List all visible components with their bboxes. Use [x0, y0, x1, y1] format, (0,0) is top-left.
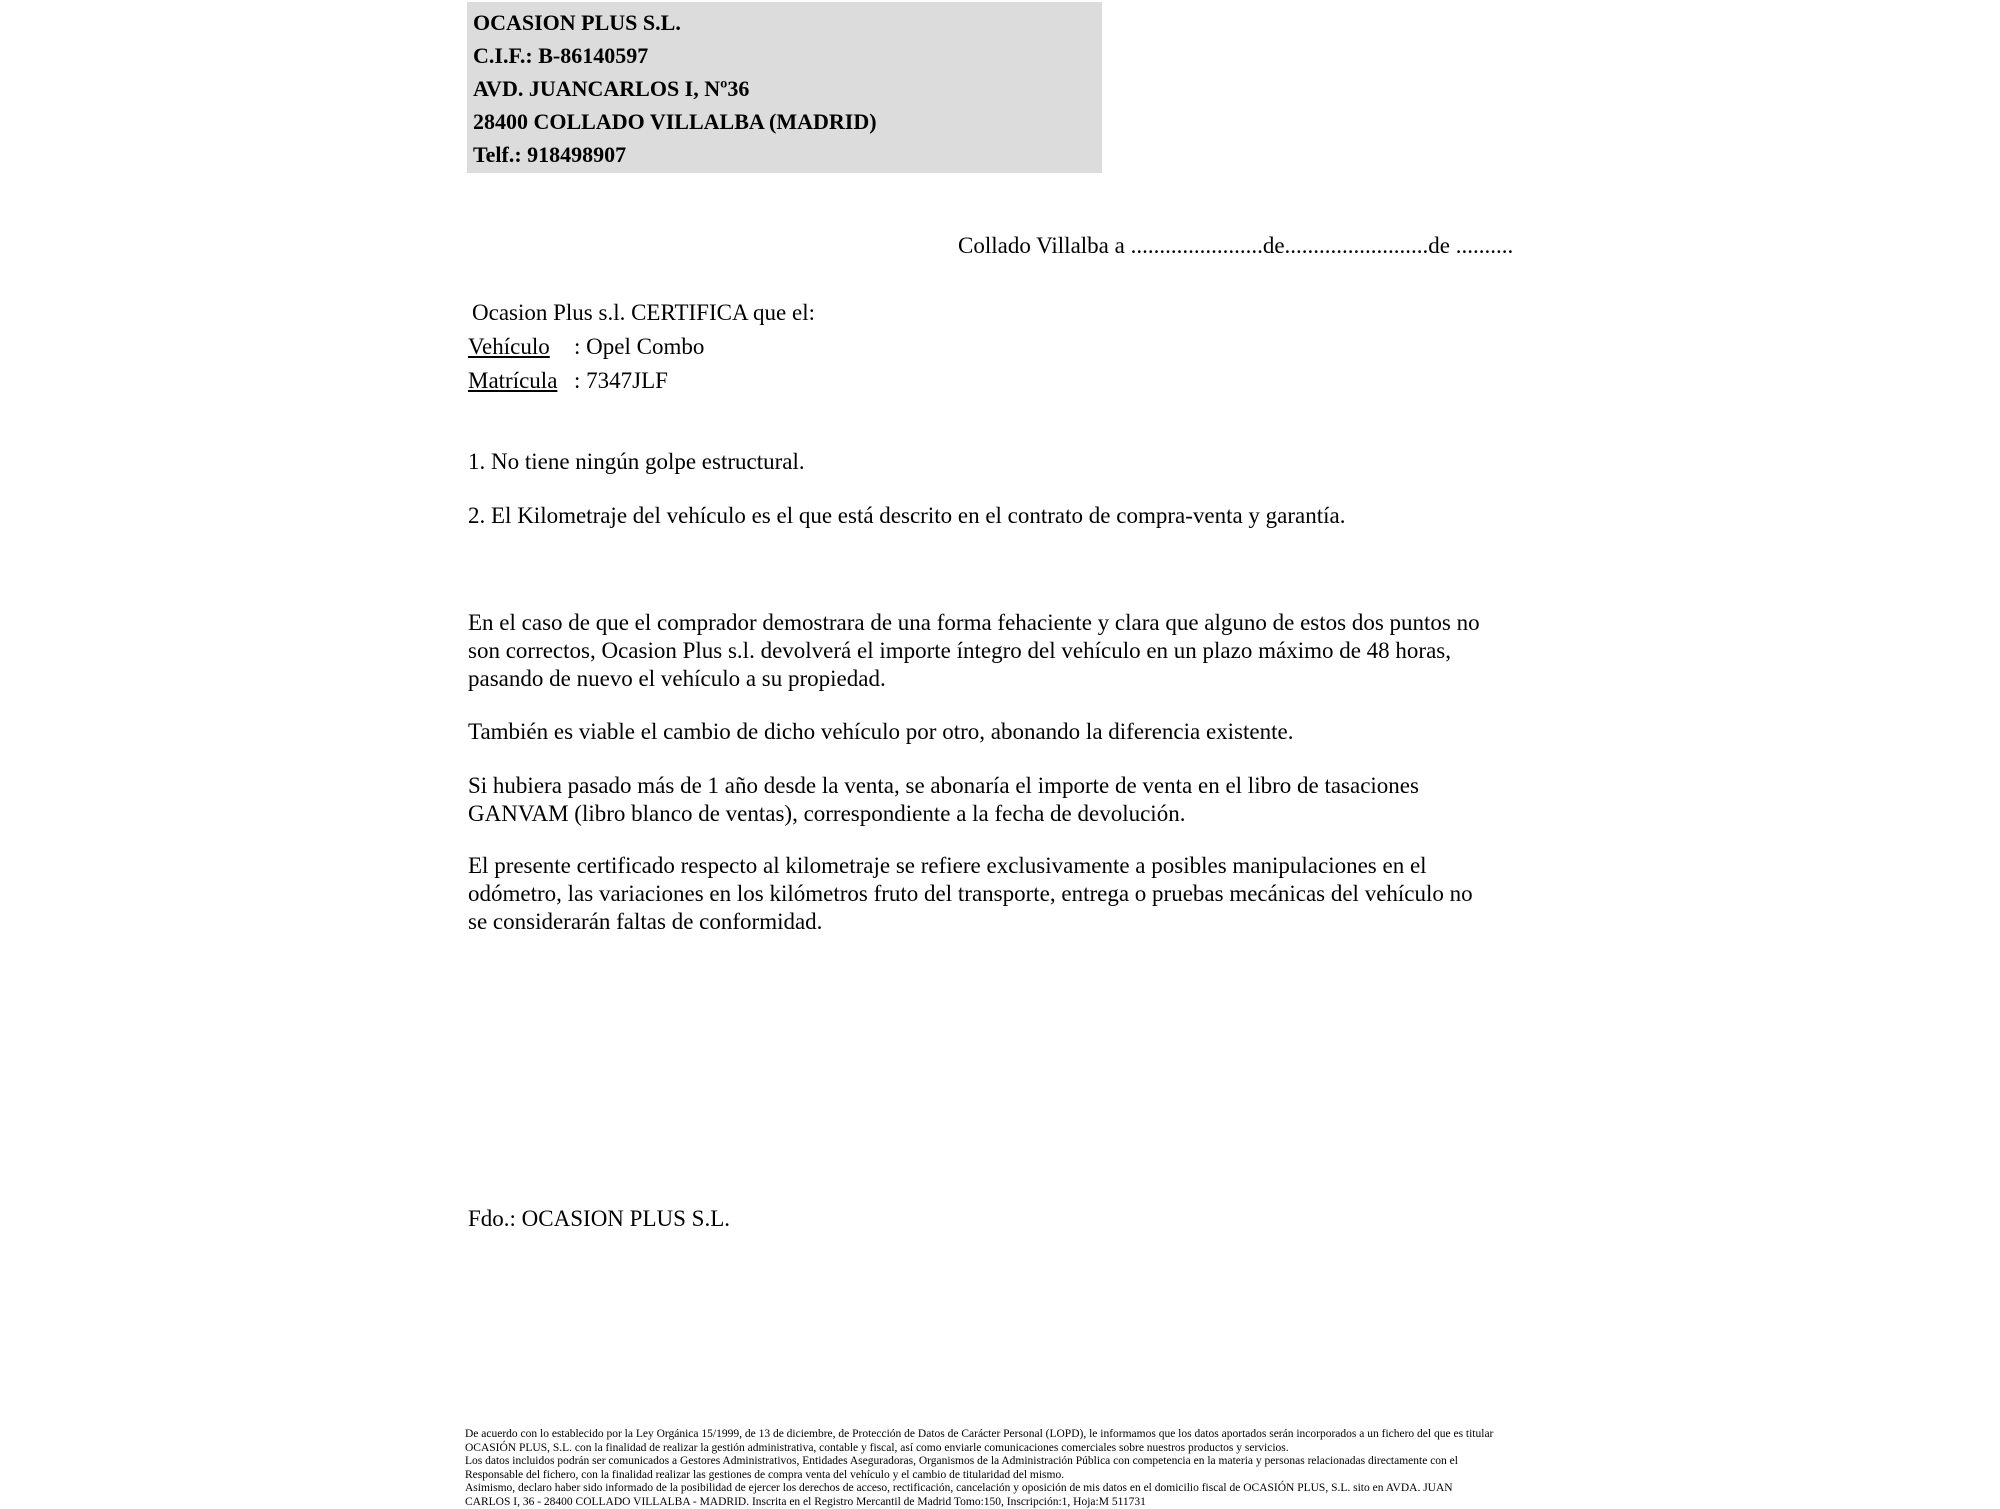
certifies-intro: Ocasion Plus s.l. CERTIFICA que el: — [468, 296, 815, 330]
certification-block — [468, 296, 815, 398]
plate-value: : 7347JLF — [574, 368, 668, 393]
footer-line: Asimismo, declaro haber sido informado de la posibilidad de ejercer los derechos de acceso, rectificación, cancelación y oposición de mis datos en el domicilio fiscal de OCASIÓN PLUS, S.L. sito en AVDA. JUAN — [465, 1482, 1493, 1496]
paragraph-odometer-disclaimer — [468, 852, 1473, 936]
paragraph-line: En el caso de que el comprador demostrara de una forma fehaciente y clara que alguno de estos dos puntos no — [468, 609, 1480, 637]
vehicle-label: Vehículo — [468, 330, 574, 364]
company-phone: Telf.: 918498907 — [473, 138, 1102, 171]
paragraph-line: odómetro, las variaciones en los kilómetros fruto del transporte, entrega o pruebas mecánicas del vehículo no — [468, 880, 1473, 908]
footer-line: OCASIÓN PLUS, S.L. con la finalidad de realizar la gestión administrativa, contable y fiscal, así como enviarle comunicaciones comerciales sobre nuestros productos y servicios. — [465, 1442, 1493, 1456]
paragraph-line: se considerarán faltas de conformidad. — [468, 908, 1473, 936]
footer-line: Responsable del fichero, con la finalidad realizar las gestiones de compra venta del vehículo y el cambio de titularidad del mismo. — [465, 1469, 1493, 1483]
company-header-box — [467, 2, 1102, 173]
date-fill-in-line: Collado Villalba a .......................de.........................de .......... — [958, 232, 1513, 260]
paragraph-refund-terms — [468, 609, 1480, 693]
numbered-item-2: 2. El Kilometraje del vehículo es el que está descrito en el contrato de compra-venta y garantía. — [468, 502, 1345, 530]
paragraph-line: GANVAM (libro blanco de ventas), correspondiente a la fecha de devolución. — [468, 800, 1419, 828]
company-cif: C.I.F.: B-86140597 — [473, 39, 1102, 72]
paragraph-line: pasando de nuevo el vehículo a su propiedad. — [468, 665, 1480, 693]
company-name: OCASION PLUS S.L. — [473, 6, 1102, 39]
legal-footer — [465, 1428, 1493, 1509]
paragraph-exchange-option — [468, 718, 1293, 746]
company-address: AVD. JUANCARLOS I, Nº36 — [473, 72, 1102, 105]
vehicle-value: : Opel Combo — [574, 334, 704, 359]
plate-label: Matrícula — [468, 364, 574, 398]
footer-line: CARLOS I, 36 - 28400 COLLADO VILLALBA - MADRID. Inscrita en el Registro Mercantil de Madrid Tomo:150, Inscripción:1, Hoja:M 511731 — [465, 1496, 1493, 1509]
paragraph-line: son correctos, Ocasion Plus s.l. devolverá el importe íntegro del vehículo en un plazo máximo de 48 horas, — [468, 637, 1480, 665]
vehicle-field — [468, 330, 815, 364]
plate-field — [468, 364, 815, 398]
paragraph-line: También es viable el cambio de dicho vehículo por otro, abonando la diferencia existente. — [468, 718, 1293, 746]
footer-line: Los datos incluidos podrán ser comunicados a Gestores Administrativos, Entidades Aseguradoras, Organismos de la Administración Pública con competencia en la materia y personas relacionadas directamente con el — [465, 1455, 1493, 1469]
company-city: 28400 COLLADO VILLALBA (MADRID) — [473, 105, 1102, 138]
footer-line: De acuerdo con lo establecido por la Ley Orgánica 15/1999, de 13 de diciembre, de Protección de Datos de Carácter Personal (LOPD), le informamos que los datos aportados serán incorporados a un fichero del que es titular — [465, 1428, 1493, 1442]
numbered-item-1: 1. No tiene ningún golpe estructural. — [468, 448, 805, 476]
paragraph-one-year-valuation — [468, 772, 1419, 828]
paragraph-line: Si hubiera pasado más de 1 año desde la venta, se abonaría el importe de venta en el libro de tasaciones — [468, 772, 1419, 800]
paragraph-line: El presente certificado respecto al kilometraje se refiere exclusivamente a posibles manipulaciones en el — [468, 852, 1473, 880]
signature-line: Fdo.: OCASION PLUS S.L. — [468, 1205, 730, 1233]
